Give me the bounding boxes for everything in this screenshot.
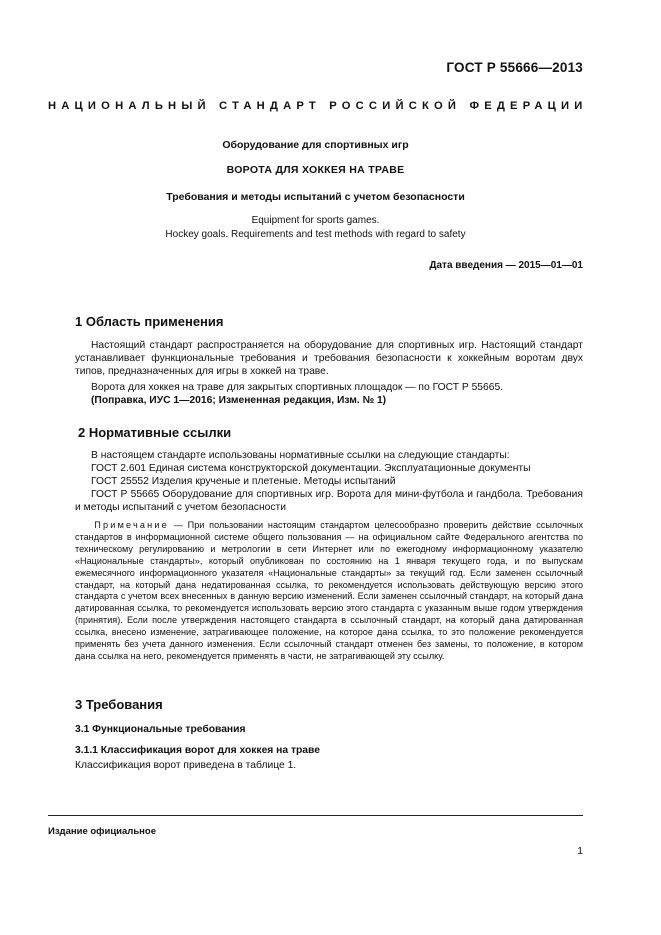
english-title: [48, 214, 583, 242]
title-line-2: ВОРОТА ДЛЯ ХОККЕЯ НА ТРАВЕ: [226, 164, 405, 176]
introduction-date: Дата введения — 2015—01—01: [429, 260, 583, 271]
national-standard-banner: НАЦИОНАЛЬНЫЙ СТАНДАРТ РОССИЙСКОЙ ФЕДЕРАЦИИ: [48, 100, 588, 112]
section-1-heading: 1 Область применения: [75, 314, 224, 329]
section-1-paragraph-1: Настоящий стандарт распространяется на оборудование для спортивных игр. Настоящий стандарт устанавливает функциональные требования и требования безопасности к хоккейным воротам двух типов, предназначенных для игры в хоккей на траве.: [75, 340, 583, 377]
section-1-paragraph-2: Ворота для хоккея на траве для закрытых спортивных площадок — по ГОСТ Р 55665.: [91, 382, 504, 393]
official-edition-label: Издание официальное: [48, 826, 156, 837]
reference-item: ГОСТ Р 55665 Оборудование для спортивных игр. Ворота для мини-футбола и гандбола. Требования и методы испытаний с учетом безопасности: [75, 489, 583, 513]
note-text: — При пользовании настоящим стандартом целесообразно проверить действие ссылочных стандартов в информационной системе общего пользования — на официальном сайте Федерального агентства по техническому регулированию и метрологии в сети Интернет или по ежегодному информационному указателю «Национальные стандарты», который опубликован по состоянию на 1 января текущего года, и по выпускам ежемесячного информационного указателя «Национальные стандарты» за текущий год. Если заменен ссылочный стандарт, на который дана недатированная ссылка, то рекомендуется использовать действующую версию этого стандарта с учетом всех внесенных в данную версию изменений. Если заменен ссылочный стандарт, на который дана датированная ссылка, то рекомендуется использовать версию этого стандарта с указанным выше годом утверждения (принятия). Если после утверждения настоящего стандарта в ссылочный стандарт, на который дана датированная ссылка, внесено изменение, затрагивающее положение, на которое дана ссылка, то это положение рекомендуется применять без учета данного изменения. Если ссылочный стандарт отменен без замены, то положение, в котором дана ссылка на него, рекомендуется применять в части, не затрагивающей эту ссылку.: [75, 520, 583, 661]
page-number: 1: [577, 846, 583, 857]
section-1-amendment: (Поправка, ИУС 1—2016; Измененная редакция, Изм. № 1): [91, 395, 387, 406]
english-title-line-1: Equipment for sports games.: [251, 215, 380, 226]
document-number: ГОСТ Р 55666—2013: [446, 60, 583, 75]
section-2-heading: 2 Нормативные ссылки: [78, 425, 232, 440]
subsection-3-1-heading: 3.1 Функциональные требования: [75, 724, 246, 735]
title-line-3: Требования и методы испытаний с учетом безопасности: [166, 191, 465, 203]
reference-item: ГОСТ 25552 Изделия крученые и плетеные. Методы испытаний: [91, 476, 396, 487]
footer-divider: [48, 815, 583, 816]
section-2-intro: В настоящем стандарте использованы нормативные ссылки на следующие стандарты:: [91, 450, 510, 461]
reference-item: ГОСТ 2.601 Единая система конструкторской документации. Эксплуатационные документы: [91, 463, 531, 474]
subsection-3-1-1-text: Классификация ворот приведена в таблице 1.: [75, 760, 297, 771]
english-title-line-2: Hockey goals. Requirements and test methods with regard to safety: [165, 229, 466, 240]
section-3-heading: 3 Требования: [75, 697, 163, 712]
note-label: Примечание: [94, 520, 169, 530]
subsection-3-1-1-heading: 3.1.1 Классификация ворот для хоккея на траве: [75, 745, 320, 756]
reference-note: [75, 520, 583, 663]
title-line-1: Оборудование для спортивных игр: [222, 139, 409, 151]
